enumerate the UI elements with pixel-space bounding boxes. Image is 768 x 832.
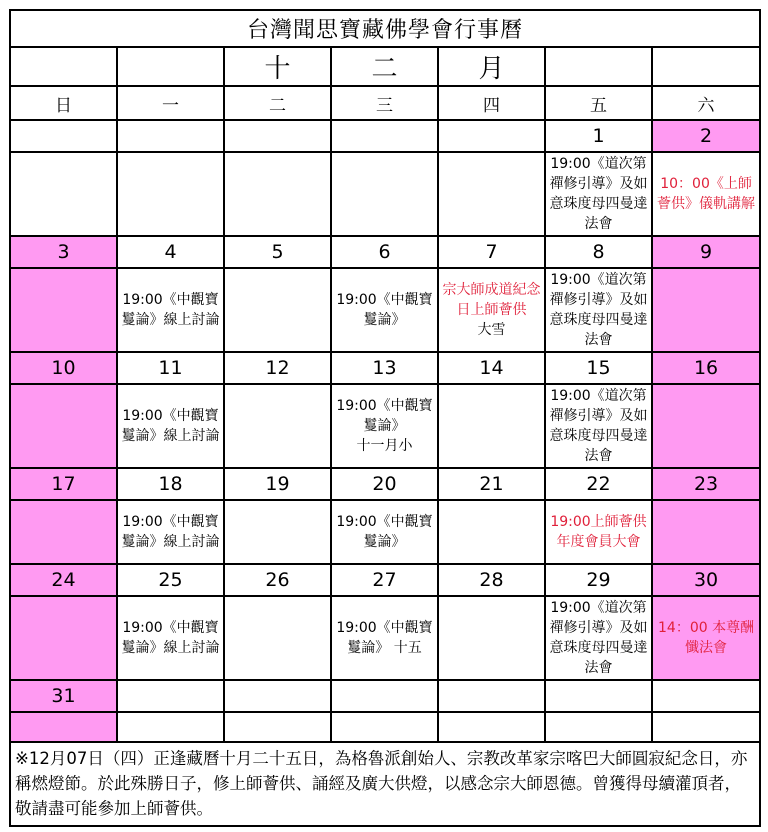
event-cell — [224, 712, 331, 742]
event-cell — [117, 152, 224, 236]
event-cell — [438, 268, 545, 352]
date-cell: 21 — [438, 468, 545, 500]
weekday-sat: 六 — [652, 86, 760, 120]
date-cell: 24 — [10, 564, 117, 596]
event-cell: 19:00《中觀寶鬘論》線上討論 — [117, 500, 224, 564]
event-cell — [10, 152, 117, 236]
date-cell — [438, 120, 545, 152]
event-cell — [224, 384, 331, 468]
weekday-tue: 二 — [224, 86, 331, 120]
event-cell — [10, 712, 117, 742]
event-cell: 19:00《中觀寶鬘論》 十五 — [331, 596, 438, 680]
calendar-title: 台灣聞思寶藏佛學會行事曆 — [10, 10, 760, 47]
event-cell — [438, 596, 545, 680]
date-cell: 11 — [117, 352, 224, 384]
date-cell: 20 — [331, 468, 438, 500]
date-cell: 28 — [438, 564, 545, 596]
event-cell: 19:00《道次第禪修引導》及如意珠度母四曼達法會 — [545, 152, 652, 236]
date-cell: 6 — [331, 236, 438, 268]
event-cell — [331, 712, 438, 742]
date-cell: 17 — [10, 468, 117, 500]
date-cell: 29 — [545, 564, 652, 596]
date-cell: 18 — [117, 468, 224, 500]
month-cell-blank — [117, 47, 224, 86]
event-cell: 19:00《中觀寶鬘論》線上討論 — [117, 268, 224, 352]
date-cell: 9 — [652, 236, 760, 268]
date-cell: 22 — [545, 468, 652, 500]
event-cell — [652, 500, 760, 564]
date-cell — [545, 680, 652, 712]
event-cell — [438, 500, 545, 564]
date-cell — [438, 680, 545, 712]
event-cell — [224, 268, 331, 352]
event-cell — [438, 384, 545, 468]
weekday-row — [10, 86, 760, 120]
date-row — [10, 236, 760, 268]
event-row — [10, 712, 760, 742]
calendar-table — [9, 9, 761, 827]
date-cell — [117, 120, 224, 152]
weekday-sun: 日 — [10, 86, 117, 120]
date-cell: 8 — [545, 236, 652, 268]
date-cell: 30 — [652, 564, 760, 596]
date-cell: 16 — [652, 352, 760, 384]
event-cell: 14：00 本尊酬懺法會 — [652, 596, 760, 680]
event-cell — [10, 268, 117, 352]
event-cell — [224, 596, 331, 680]
date-cell — [10, 120, 117, 152]
event-cell: 19:00《中觀寶鬘論》線上討論 — [117, 384, 224, 468]
event-cell: 19:00《道次第禪修引導》及如意珠度母四曼達法會 — [545, 268, 652, 352]
event-text: 宗大師成道紀念日上師薈供 — [442, 282, 541, 318]
month-cell-blank — [10, 47, 117, 86]
date-row — [10, 352, 760, 384]
event-cell — [224, 152, 331, 236]
date-cell — [224, 120, 331, 152]
date-cell: 5 — [224, 236, 331, 268]
date-row — [10, 564, 760, 596]
event-cell — [10, 384, 117, 468]
event-row — [10, 268, 760, 352]
event-cell — [10, 500, 117, 564]
date-cell: 12 — [224, 352, 331, 384]
event-cell: 19:00《中觀寶鬘論》線上討論 — [117, 596, 224, 680]
event-cell: 19:00《中觀寶鬘論》 — [331, 500, 438, 564]
event-row — [10, 500, 760, 564]
date-cell: 7 — [438, 236, 545, 268]
month-cell-blank — [545, 47, 652, 86]
event-cell — [545, 712, 652, 742]
date-cell — [224, 680, 331, 712]
event-cell — [117, 712, 224, 742]
lunar-month-label: 十一月小 — [356, 438, 413, 454]
date-row — [10, 680, 760, 712]
month-cell-blank — [652, 47, 760, 86]
event-row — [10, 152, 760, 236]
date-cell: 4 — [117, 236, 224, 268]
date-cell: 15 — [545, 352, 652, 384]
date-cell — [331, 680, 438, 712]
date-cell: 2 — [652, 120, 760, 152]
weekday-wed: 三 — [331, 86, 438, 120]
weekday-thu: 四 — [438, 86, 545, 120]
date-cell: 27 — [331, 564, 438, 596]
event-cell — [652, 712, 760, 742]
month-char-3: 月 — [438, 47, 545, 86]
solar-term-label: 大雪 — [477, 322, 506, 338]
weekday-fri: 五 — [545, 86, 652, 120]
event-cell: 19:00《道次第禪修引導》及如意珠度母四曼達法會 — [545, 384, 652, 468]
date-cell: 3 — [10, 236, 117, 268]
date-cell: 1 — [545, 120, 652, 152]
event-cell — [438, 152, 545, 236]
event-cell — [652, 268, 760, 352]
date-cell: 10 — [10, 352, 117, 384]
event-cell: 19:00《道次第禪修引導》及如意珠度母四曼達法會 — [545, 596, 652, 680]
month-row — [10, 47, 760, 86]
date-row — [10, 468, 760, 500]
date-cell: 14 — [438, 352, 545, 384]
footnote: ※12月07日（四）正逢藏曆十月二十五日，為格魯派創始人、宗教改革家宗喀巴大師圓寂紀念日，亦稱燃燈節。於此殊勝日子，修上師薈供、誦經及廣大供燈，以感念宗大師恩德。曾獲得母續灌頂者，敬請盡可能參加上師薈供。 — [10, 742, 760, 826]
month-char-1: 十 — [224, 47, 331, 86]
date-cell: 23 — [652, 468, 760, 500]
date-cell: 13 — [331, 352, 438, 384]
event-cell — [331, 152, 438, 236]
date-cell — [652, 680, 760, 712]
month-char-2: 二 — [331, 47, 438, 86]
date-cell: 26 — [224, 564, 331, 596]
event-cell — [438, 712, 545, 742]
event-row — [10, 596, 760, 680]
event-cell: 19:00《中觀寶鬘論》 — [331, 268, 438, 352]
event-cell — [10, 596, 117, 680]
event-cell — [331, 384, 438, 468]
event-text: 19:00《中觀寶鬘論》 — [336, 398, 433, 434]
event-cell — [652, 384, 760, 468]
weekday-mon: 一 — [117, 86, 224, 120]
date-cell: 31 — [10, 680, 117, 712]
date-cell — [331, 120, 438, 152]
event-cell — [224, 500, 331, 564]
date-cell — [117, 680, 224, 712]
event-row — [10, 384, 760, 468]
date-cell: 19 — [224, 468, 331, 500]
date-row — [10, 120, 760, 152]
event-cell: 19:00上師薈供年度會員大會 — [545, 500, 652, 564]
date-cell: 25 — [117, 564, 224, 596]
event-cell: 10：00《上師薈供》儀軌講解 — [652, 152, 760, 236]
